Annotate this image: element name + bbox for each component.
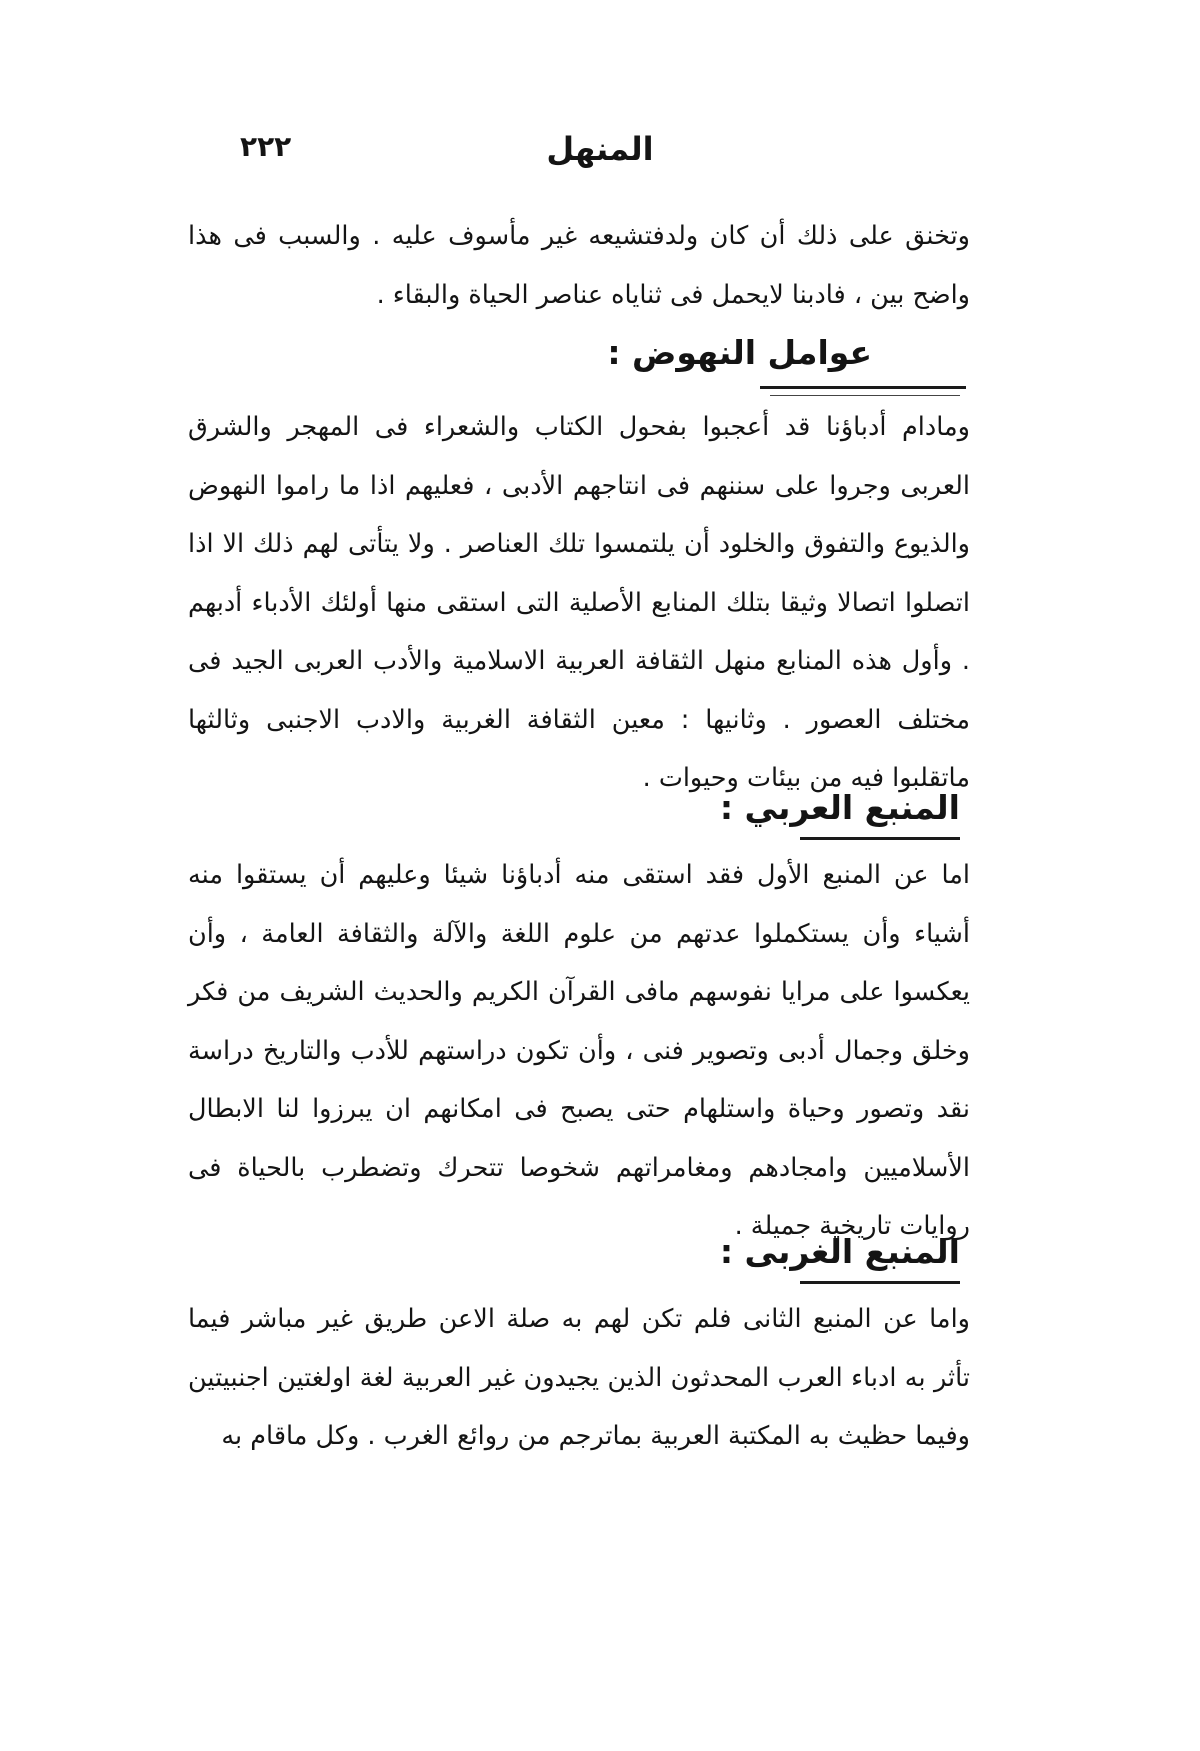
heading-underline [800,1281,960,1284]
running-title: المنهل [546,130,654,168]
section-paragraph-arab-source: اما عن المنبع الأول فقد استقى منه أدباؤنا شيئا وعليهم أن يستقوا منه أشياء وأن يستكملوا عدتهم من علوم اللغة والآلة والثقافة العامة ، وأن يعكسوا على مرايا نفوسهم مافى القرآن الكريم والحديث الشريف من فكر وخلق وجمال أدبى وتصوير فنى ، وأن تكون دراستهم للأدب والتاريخ دراسة نقد وتصور وحياة واستلهام حتى يصبح فى امكانهم ان يبرزوا لنا الابطال الأسلاميين وامجادهم ومغامراتهم شخوصا تتحرك وتضطرب بالحياة فى روايات تاريخية جميلة . [188,860,970,1241]
section-heading-arab-source: المنبع العربي : [719,788,960,827]
section-heading-western-source: المنبع الغربى : [719,1232,960,1271]
intro-paragraph: وتخنق على ذلك أن كان ولدفتشيعه غير مأسوف عليه . والسبب فى هذا واضح بين ، فادبنا لايحمل فى ثناياه عناصر الحياة والبقاء . [188,221,970,310]
page-number: ٢٢٢ [240,130,292,163]
section-heading-revival-factors: عوامل النهوض : [607,333,872,372]
heading-underline [800,837,960,840]
heading-underline-thin [770,395,960,396]
section-paragraph-revival-factors: ومادام أدباؤنا قد أعجبوا بفحول الكتاب والشعراء فى المهجر والشرق العربى وجروا على سننهم فى انتاجهم الأدبى ، فعليهم اذا ما راموا النهوض والذيوع والتفوق والخلود أن يلتمسوا تلك العناصر . ولا يتأتى لهم ذلك الا اذا اتصلوا اتصالا وثيقا بتلك المنابع الأصلية التى استقى منها أولئك الأدباء أدبهم . وأول هذه المنابع منهل الثقافة العربية الاسلامية والأدب العربى الجيد فى مختلف العصور . وثانيها : معين الثقافة الغربية والادب الاجنبى وثالثها ماتقلبوا فيه من بيئات وحيوات . [188,412,970,793]
page-header [240,130,960,180]
section-paragraph-western-source: واما عن المنبع الثانى فلم تكن لهم به صلة الاعن طريق غير مباشر فيما تأثر به ادباء العرب المحدثون الذين يجيدون غير العربية لغة اولغتين اجنبيتين وفيما حظيث به المكتبة العربية بماترجم من روائع الغرب . وكل ماقام به [188,1304,970,1451]
heading-underline [760,386,966,389]
